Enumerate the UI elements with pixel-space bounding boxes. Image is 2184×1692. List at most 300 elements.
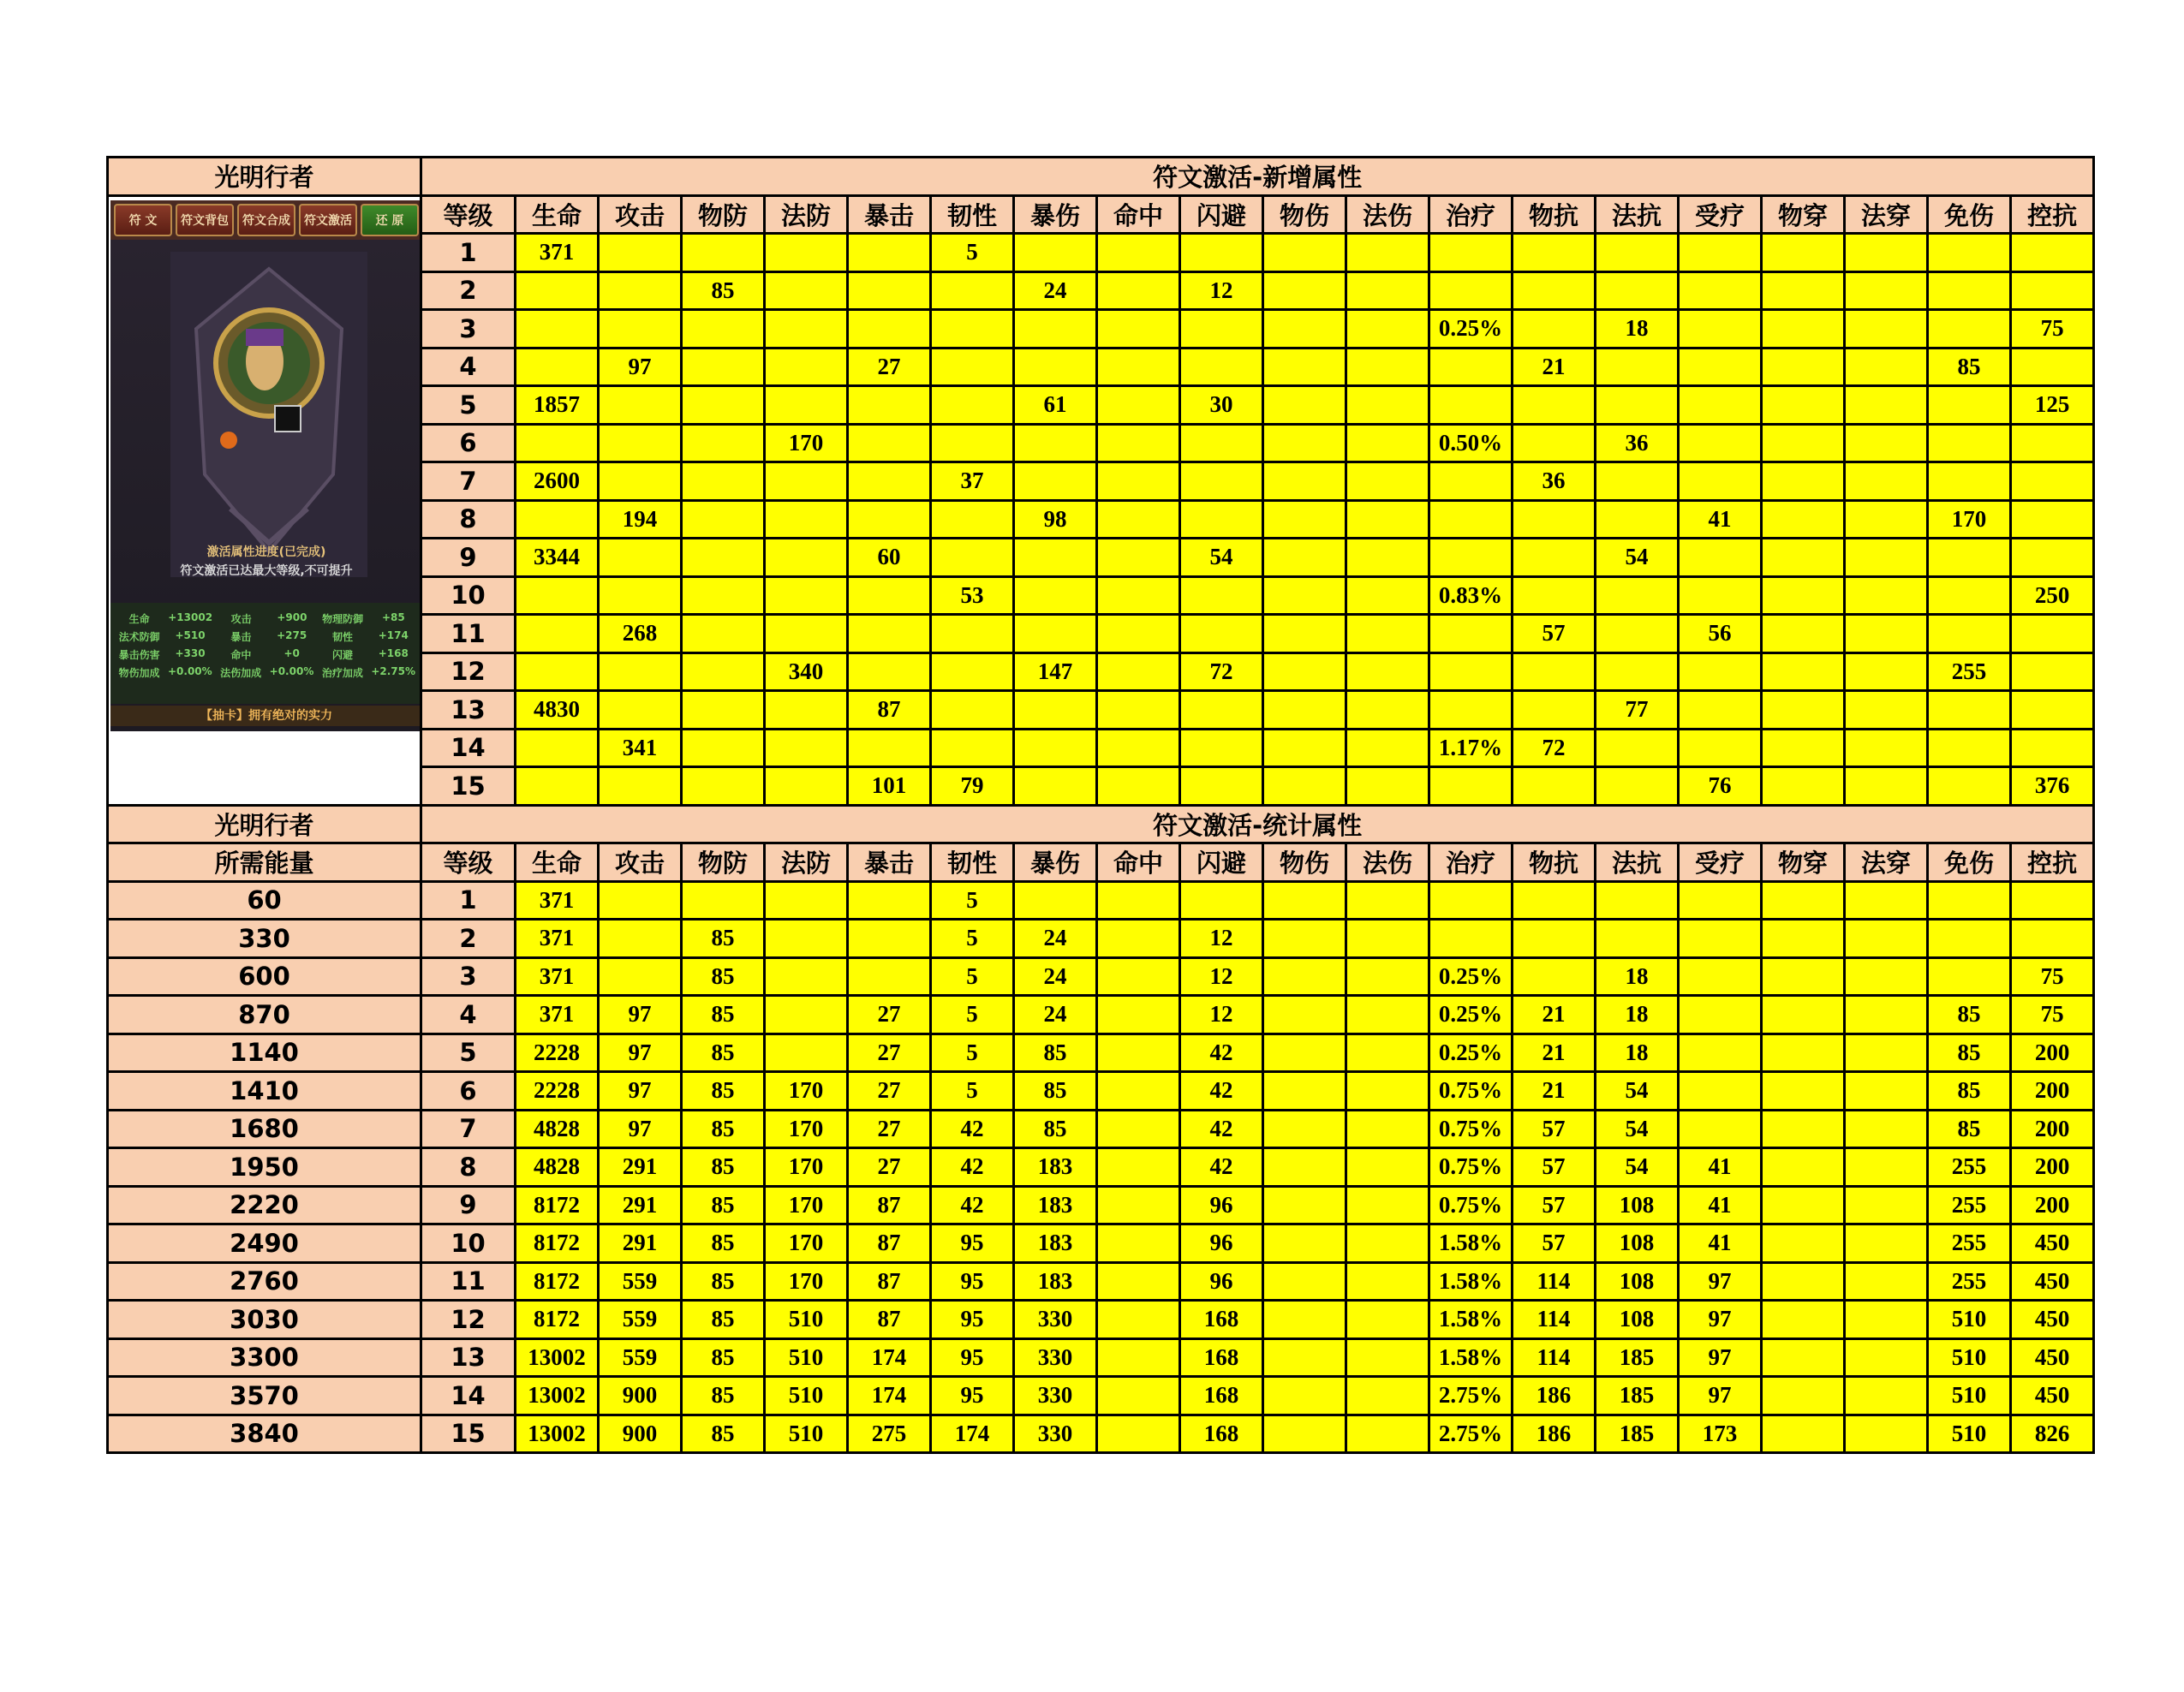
status-subtitle: 符文激活已达最大等级,不可提升 [180,564,353,578]
value-cell: 174 [931,1415,1014,1453]
value-cell: 108 [1596,1262,1679,1301]
value-cell: 108 [1596,1301,1679,1339]
value-cell [848,234,931,272]
value-cell: 85 [682,957,765,996]
value-cell: 27 [848,1148,931,1187]
value-cell: 371 [516,996,599,1034]
value-cell [1596,767,1679,806]
column-header: 命中 [1097,843,1180,882]
value-cell [1263,271,1346,310]
value-cell: 75 [2011,957,2094,996]
value-cell [765,310,848,349]
value-cell: 4830 [516,691,599,730]
value-cell [1263,1377,1346,1415]
value-cell: 5 [931,957,1014,996]
value-cell: 330 [1014,1301,1097,1339]
value-cell [848,424,931,462]
value-cell [1845,691,1928,730]
table-row [108,1148,2094,1187]
column-header: 治疗 [1429,195,1513,234]
value-cell [1097,234,1180,272]
value-cell [1263,424,1346,462]
value-cell [599,920,682,958]
level-cell: 7 [421,1110,516,1148]
value-cell: 200 [2011,1148,2094,1187]
value-cell: 170 [765,1224,848,1263]
column-header: 受疗 [1679,195,1762,234]
value-cell [1513,500,1596,539]
stats-panel [110,603,421,704]
stat-text: 暴击 [230,631,252,643]
value-cell [1346,424,1429,462]
value-cell [682,424,765,462]
value-cell [1762,576,1845,615]
value-cell [1346,615,1429,653]
table-row [108,1415,2094,1453]
value-cell [2011,691,2094,730]
value-cell [1762,1072,1845,1111]
value-cell: 450 [2011,1224,2094,1263]
column-header: 物穿 [1762,195,1845,234]
rune-tab: 符文合成 [237,204,295,236]
level-cell: 11 [421,1262,516,1301]
value-cell [1263,1224,1346,1263]
value-cell [765,234,848,272]
value-cell [1679,957,1762,996]
value-cell [1346,1186,1429,1224]
column-header: 闪避 [1180,195,1263,234]
value-cell: 85 [1928,1110,2011,1148]
value-cell [1679,1034,1762,1072]
value-cell: 255 [1928,1224,2011,1263]
value-cell: 76 [1679,767,1762,806]
value-cell: 186 [1513,1377,1596,1415]
value-cell [1679,234,1762,272]
value-cell [1845,1262,1928,1301]
energy-cell: 3300 [108,1338,421,1377]
value-cell: 96 [1180,1224,1263,1263]
value-cell [931,729,1014,767]
value-cell [1762,729,1845,767]
stat-text: +174 [378,629,409,641]
table2-header-row [108,843,2094,882]
energy-cell: 600 [108,957,421,996]
stat-text: 法术防御 [118,631,160,643]
value-cell [1180,462,1263,501]
value-cell: 330 [1014,1338,1097,1377]
value-cell [1845,1110,1928,1148]
column-header: 免伤 [1928,195,2011,234]
value-cell [1429,539,1513,577]
value-cell [1928,881,2011,920]
value-cell [1596,615,1679,653]
value-cell [1346,310,1429,349]
column-header: 法抗 [1596,843,1679,882]
value-cell [765,576,848,615]
value-cell: 87 [848,1186,931,1224]
level-cell: 7 [421,462,516,501]
stat-text: 攻击 [230,613,252,625]
value-cell [1928,539,2011,577]
value-cell [1762,348,1845,386]
stat-text: 韧性 [331,631,353,643]
value-cell: 85 [682,271,765,310]
value-cell: 96 [1180,1262,1263,1301]
value-cell: 97 [599,1072,682,1111]
value-cell [1097,576,1180,615]
value-cell: 376 [2011,767,2094,806]
value-cell: 18 [1596,996,1679,1034]
value-cell [1346,1072,1429,1111]
energy-cell: 870 [108,996,421,1034]
level-cell: 3 [421,310,516,349]
value-cell [1346,1148,1429,1187]
hero-name-cell: 光明行者 [108,158,421,196]
stat-text: 法伤加成 [220,667,262,679]
value-cell [1180,234,1263,272]
value-cell [1513,767,1596,806]
value-cell: 185 [1596,1415,1679,1453]
value-cell [682,652,765,691]
value-cell [1762,652,1845,691]
column-header: 物穿 [1762,843,1845,882]
value-cell [682,615,765,653]
value-cell: 85 [1928,348,2011,386]
value-cell [682,386,765,425]
energy-cell: 2760 [108,1262,421,1301]
value-cell [765,691,848,730]
stat-text: 命中 [230,649,252,661]
value-cell [1429,234,1513,272]
value-cell: 450 [2011,1262,2094,1301]
value-cell: 0.75% [1429,1186,1513,1224]
level-cell: 6 [421,1072,516,1111]
energy-cell: 3570 [108,1377,421,1415]
value-cell [1762,1110,1845,1148]
value-cell: 54 [1596,1148,1679,1187]
status-title: 激活属性进度(已完成) [206,545,326,559]
value-cell: 85 [682,1301,765,1339]
value-cell [1845,348,1928,386]
value-cell: 18 [1596,310,1679,349]
value-cell [1845,271,1928,310]
value-cell [1263,957,1346,996]
value-cell [1346,234,1429,272]
value-cell [1845,767,1928,806]
value-cell: 170 [765,1186,848,1224]
value-cell [1263,386,1346,425]
stat-text: +330 [175,647,206,659]
column-header: 控抗 [2011,195,2094,234]
value-cell: 97 [599,348,682,386]
value-cell [1097,1110,1180,1148]
value-cell [848,576,931,615]
value-cell: 510 [765,1338,848,1377]
value-cell: 2.75% [1429,1377,1513,1415]
value-cell [1097,615,1180,653]
value-cell: 291 [599,1148,682,1187]
value-cell [1346,957,1429,996]
value-cell: 42 [931,1186,1014,1224]
value-cell [1845,500,1928,539]
value-cell [1928,691,2011,730]
value-cell: 1.58% [1429,1262,1513,1301]
value-cell: 42 [1180,1034,1263,1072]
column-header: 法穿 [1845,195,1928,234]
value-cell [682,691,765,730]
value-cell [1845,1186,1928,1224]
value-cell [765,271,848,310]
value-cell: 183 [1014,1224,1097,1263]
column-header: 物防 [682,843,765,882]
value-cell [931,271,1014,310]
energy-cell: 2220 [108,1186,421,1224]
value-cell [1346,920,1429,958]
value-cell [848,615,931,653]
game-screenshot [109,200,419,800]
value-cell [1263,1415,1346,1453]
value-cell [765,996,848,1034]
column-header: 生命 [516,195,599,234]
energy-cell: 330 [108,920,421,958]
value-cell [1928,767,2011,806]
stat-text: +168 [378,647,409,659]
value-cell [1596,462,1679,501]
value-cell [599,462,682,501]
value-cell [682,462,765,501]
value-cell [848,271,931,310]
column-header: 生命 [516,843,599,882]
value-cell [1429,500,1513,539]
value-cell [931,691,1014,730]
value-cell: 200 [2011,1110,2094,1148]
stat-text: 治疗加成 [321,667,363,679]
value-cell [682,500,765,539]
stat-text: +0.00% [269,665,314,677]
value-cell [1845,462,1928,501]
column-header: 闪避 [1180,843,1263,882]
stats-row [110,610,421,628]
value-cell: 510 [765,1301,848,1339]
value-cell [1346,767,1429,806]
value-cell: 4828 [516,1148,599,1187]
value-cell [1263,1301,1346,1339]
table-row [108,881,2094,920]
value-cell [931,500,1014,539]
value-cell: 57 [1513,1186,1596,1224]
stats-row [110,646,421,664]
value-cell: 8172 [516,1301,599,1339]
value-cell: 826 [2011,1415,2094,1453]
table2-title-row [108,805,2094,843]
value-cell: 95 [931,1262,1014,1301]
level-cell: 2 [421,271,516,310]
stat-text: 生命 [128,613,150,625]
stat-text: +0.00% [167,665,212,677]
value-cell [1180,500,1263,539]
value-cell: 170 [765,424,848,462]
value-cell [1762,881,1845,920]
value-cell: 510 [765,1377,848,1415]
value-cell [1513,652,1596,691]
value-cell [599,386,682,425]
value-cell [1346,1262,1429,1301]
table-row [108,1338,2094,1377]
value-cell [1180,348,1263,386]
value-cell: 170 [765,1148,848,1187]
value-cell: 97 [1679,1377,1762,1415]
value-cell [848,386,931,425]
value-cell [1014,310,1097,349]
value-cell [1762,957,1845,996]
value-cell [1679,881,1762,920]
value-cell [1263,691,1346,730]
value-cell [1845,1034,1928,1072]
value-cell [1762,462,1845,501]
value-cell: 85 [682,996,765,1034]
value-cell [1263,1110,1346,1148]
value-cell: 42 [931,1148,1014,1187]
table1-title-row [108,158,2094,196]
value-cell [682,767,765,806]
value-cell [1762,234,1845,272]
value-cell: 8172 [516,1186,599,1224]
value-cell [1014,462,1097,501]
value-cell: 1.58% [1429,1224,1513,1263]
value-cell [1097,539,1180,577]
stat-text: 物理防御 [322,613,364,625]
value-cell: 27 [848,348,931,386]
value-cell [765,539,848,577]
value-cell: 174 [848,1338,931,1377]
value-cell [1346,691,1429,730]
value-cell: 96 [1180,1186,1263,1224]
value-cell: 371 [516,957,599,996]
value-cell: 114 [1513,1301,1596,1339]
level-cell: 9 [421,539,516,577]
value-cell [1679,462,1762,501]
column-header: 攻击 [599,843,682,882]
value-cell [2011,462,2094,501]
value-cell [1762,424,1845,462]
value-cell [1679,652,1762,691]
level-cell: 15 [421,767,516,806]
table-row [108,1224,2094,1263]
value-cell [516,424,599,462]
value-cell: 510 [1928,1415,2011,1453]
value-cell: 85 [682,920,765,958]
value-cell [1679,539,1762,577]
value-cell: 54 [1596,1072,1679,1111]
value-cell: 85 [682,1377,765,1415]
value-cell: 168 [1180,1415,1263,1453]
value-cell [1845,386,1928,425]
value-cell [1679,996,1762,1034]
value-cell: 24 [1014,996,1097,1034]
table1-title: 符文激活-新增属性 [421,158,2094,196]
value-cell [1762,1338,1845,1377]
value-cell [1014,348,1097,386]
value-cell [1762,920,1845,958]
value-cell: 0.75% [1429,1110,1513,1148]
value-cell [1263,1034,1346,1072]
value-cell: 2228 [516,1072,599,1111]
table-row [108,1377,2094,1415]
value-cell [516,652,599,691]
level-cell: 10 [421,576,516,615]
value-cell: 2600 [516,462,599,501]
value-cell [1513,957,1596,996]
value-cell: 57 [1513,615,1596,653]
value-cell [1429,615,1513,653]
value-cell: 5 [931,920,1014,958]
value-cell: 85 [682,1262,765,1301]
column-header: 物防 [682,195,765,234]
value-cell: 85 [1014,1072,1097,1111]
value-cell [1263,767,1346,806]
value-cell: 900 [599,1377,682,1415]
value-cell [765,386,848,425]
value-cell [1097,1034,1180,1072]
value-cell: 85 [682,1224,765,1263]
value-cell [931,348,1014,386]
value-cell [1845,1377,1928,1415]
value-cell: 900 [599,1415,682,1453]
value-cell: 4828 [516,1110,599,1148]
value-cell [599,691,682,730]
value-cell [1263,1148,1346,1187]
value-cell [1513,424,1596,462]
value-cell: 60 [848,539,931,577]
value-cell [1429,920,1513,958]
value-cell [765,500,848,539]
value-cell [1596,881,1679,920]
value-cell: 125 [2011,386,2094,425]
value-cell [1097,348,1180,386]
value-cell [2011,920,2094,958]
rune-tab: 还 原 [361,204,419,236]
value-cell [1263,539,1346,577]
value-cell: 85 [682,1186,765,1224]
value-cell [1263,1262,1346,1301]
value-cell [1679,424,1762,462]
value-cell: 95 [931,1301,1014,1339]
value-cell: 36 [1596,424,1679,462]
value-cell: 85 [1928,1072,2011,1111]
value-cell: 183 [1014,1186,1097,1224]
rune-tab: 符文背包 [176,204,234,236]
value-cell [1346,1415,1429,1453]
value-cell [1762,1224,1845,1263]
value-cell [1928,729,2011,767]
value-cell: 27 [848,996,931,1034]
value-cell [1845,234,1928,272]
value-cell: 27 [848,1072,931,1111]
value-cell [1097,1377,1180,1415]
value-cell [1845,424,1928,462]
value-cell [516,348,599,386]
value-cell [1097,1224,1180,1263]
value-cell: 75 [2011,996,2094,1034]
rune-emblem-image [170,252,367,577]
value-cell [1014,424,1097,462]
value-cell [2011,234,2094,272]
stats-row [110,628,421,646]
value-cell: 510 [1928,1301,2011,1339]
value-cell [1097,920,1180,958]
value-cell: 194 [599,500,682,539]
energy-cell: 2490 [108,1224,421,1263]
